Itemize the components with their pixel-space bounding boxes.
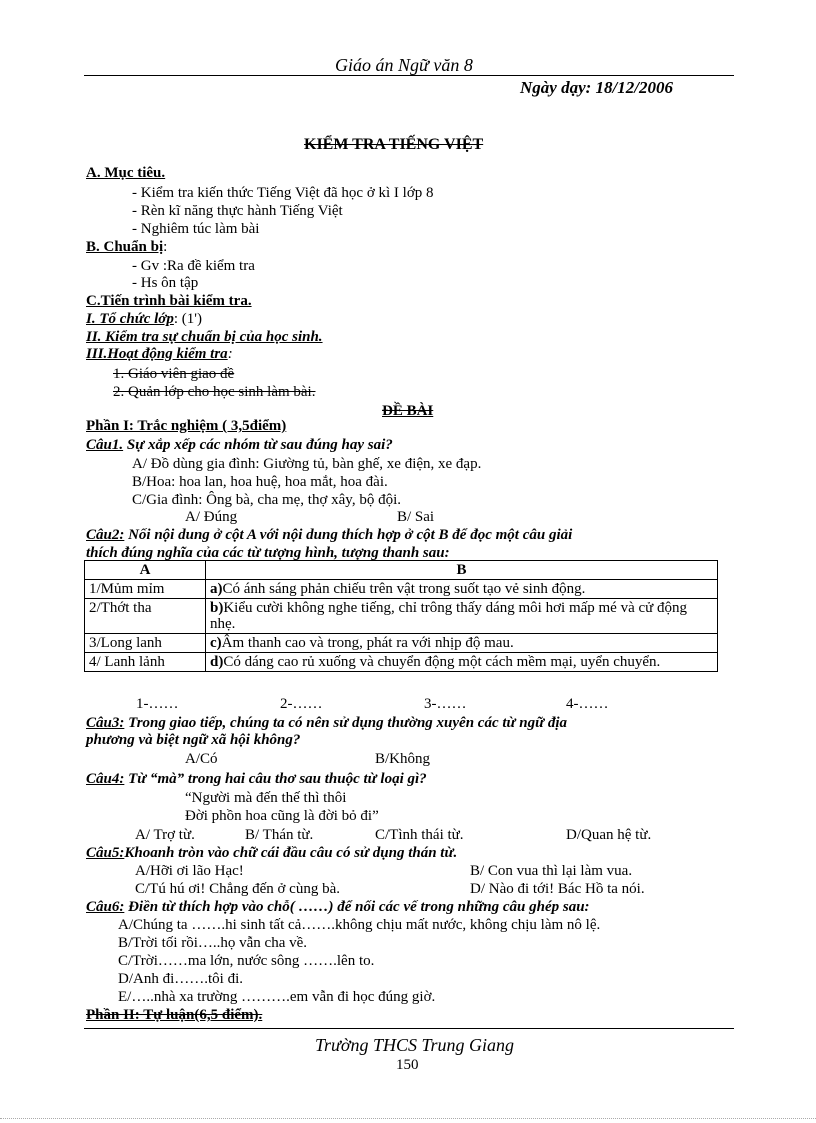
section-c-iii-heading: III.Hoạt động kiểm tra bbox=[86, 346, 228, 362]
section-a-heading: A. Mục tiêu. bbox=[86, 165, 166, 181]
section-b-heading: B. Chuẩn bị bbox=[86, 239, 164, 255]
header-rule bbox=[84, 75, 734, 76]
q5-text: Khoanh tròn vào chữ cái đầu câu có sử dụng thán từ. bbox=[124, 845, 458, 861]
q1-line: B/Hoa: hoa lan, hoa huệ, hoa mắt, hoa đài. bbox=[132, 474, 388, 490]
matching-table bbox=[84, 560, 718, 672]
row-text: Kiểu cười không nghe tiếng, chỉ trông thấy dáng môi hơi mấp mé và cử động nhẹ. bbox=[210, 600, 688, 632]
q3-text-line2: phương và biệt ngữ xã hội không? bbox=[86, 732, 301, 748]
section-c-iii-row bbox=[86, 347, 233, 362]
part1-heading: Phần I: Trắc nghiệm ( 3,5điểm) bbox=[86, 418, 287, 434]
q4-poem-line: Đời phồn hoa cũng là đời bỏ đi” bbox=[185, 808, 379, 824]
table-cell-a: 3/Long lanh bbox=[85, 634, 206, 653]
q4-option: C/Tình thái từ. bbox=[375, 827, 464, 843]
answer-slot: 3-…… bbox=[424, 696, 467, 712]
q2-text: Nối nội dung ở cột A với nội dung thích hợp ở cột B để đọc một câu giải bbox=[124, 527, 573, 543]
table-cell-b bbox=[206, 653, 718, 672]
q6-line: B/Trời tối rồi…..họ vẫn cha về. bbox=[118, 935, 308, 951]
q3-option-a: A/Có bbox=[185, 751, 218, 767]
q6-line: C/Trời……ma lớn, nước sông …….lên to. bbox=[118, 953, 375, 969]
q1-label: Câu1. bbox=[86, 437, 124, 453]
q4-option: D/Quan hệ từ. bbox=[566, 827, 652, 843]
lesson-date: Ngày dạy: 18/12/2006 bbox=[520, 78, 673, 97]
page-edge bbox=[0, 1118, 816, 1119]
answer-slot: 1-…… bbox=[136, 696, 179, 712]
table-row bbox=[85, 580, 718, 599]
question-2 bbox=[86, 528, 572, 543]
step-item: 1. Giáo viên giao đề bbox=[113, 366, 235, 382]
question-4 bbox=[86, 772, 427, 787]
row-key: d) bbox=[210, 654, 224, 670]
q2-text-line2: thích đúng nghĩa của các từ tượng hình, tượng thanh sau: bbox=[86, 545, 450, 561]
row-text: Âm thanh cao và trong, phát ra với nhịp độ mau. bbox=[221, 635, 514, 651]
q4-label: Câu4: bbox=[86, 771, 125, 787]
section-b-colon: : bbox=[163, 239, 168, 255]
row-key: b) bbox=[210, 600, 224, 616]
question-3 bbox=[86, 716, 567, 731]
question-5 bbox=[86, 846, 457, 861]
page-number: 150 bbox=[396, 1057, 419, 1073]
q6-line: A/Chúng ta …….hi sinh tất cả…….không chịu mất nước, không chịu làm nô lệ. bbox=[118, 917, 601, 933]
part2-heading: Phần II: Tự luận(6,5 điểm). bbox=[86, 1007, 263, 1023]
table-row bbox=[85, 634, 718, 653]
q4-poem-line: “Người mà đến thế thì thôi bbox=[185, 790, 347, 806]
row-text: Có ánh sáng phản chiếu trên vật trong suốt tạo vẻ sinh động. bbox=[222, 581, 586, 597]
answer-slot: 2-…… bbox=[280, 696, 323, 712]
q6-line: E/…..nhà xa trường ……….em vẫn đi học đúng giờ. bbox=[118, 989, 436, 1005]
q6-line: D/Anh đi…….tôi đi. bbox=[118, 971, 244, 987]
question-1 bbox=[86, 438, 393, 453]
q2-label: Câu2: bbox=[86, 527, 125, 543]
table-cell-b bbox=[206, 634, 718, 653]
answer-slot: 4-…… bbox=[566, 696, 609, 712]
table-cell-b bbox=[206, 580, 718, 599]
section-c-i-rest: : (1') bbox=[173, 311, 202, 327]
section-c-ii-heading: II. Kiểm tra sự chuẩn bị của học sinh. bbox=[86, 329, 323, 345]
de-bai-heading: ĐỀ BÀI bbox=[382, 403, 434, 419]
q6-label: Câu6: bbox=[86, 899, 125, 915]
section-b-item: - Gv :Ra đề kiểm tra bbox=[132, 258, 255, 274]
footer-rule bbox=[84, 1028, 734, 1029]
q4-option: A/ Trợ từ. bbox=[135, 827, 195, 843]
q3-option-b: B/Không bbox=[375, 751, 431, 767]
q1-line: A/ Đồ dùng gia đình: Giường tủ, bàn ghế, xe điện, xe đạp. bbox=[132, 456, 482, 472]
question-6 bbox=[86, 900, 590, 915]
section-c-heading: C.Tiến trình bài kiểm tra. bbox=[86, 293, 252, 309]
footer-school: Trường THCS Trung Giang bbox=[315, 1035, 514, 1055]
q1-option-b: B/ Sai bbox=[397, 509, 435, 525]
q3-label: Câu3: bbox=[86, 715, 125, 731]
section-c-iii-colon: : bbox=[227, 346, 233, 362]
column-a-header: A bbox=[85, 561, 206, 580]
q6-text: Điền từ thích hợp vào chỗ( ……) để nối các vế trong những câu ghép sau: bbox=[124, 899, 590, 915]
header-title: Giáo án Ngữ văn 8 bbox=[335, 55, 473, 75]
section-c-i-heading: I. Tổ chức lớp bbox=[86, 311, 174, 327]
row-key: c) bbox=[210, 635, 222, 651]
table-cell-a: 4/ Lanh lảnh bbox=[85, 653, 206, 672]
section-a-item: - Kiểm tra kiến thức Tiếng Việt đã học ở kì I lớp 8 bbox=[132, 185, 434, 201]
q1-line: C/Gia đình: Ông bà, cha mẹ, thợ xây, bộ đội. bbox=[132, 492, 401, 508]
q5-option: B/ Con vua thì lại làm vua. bbox=[470, 863, 633, 879]
section-a-item: - Nghiêm túc làm bài bbox=[132, 221, 260, 237]
section-c-i-row bbox=[86, 312, 202, 327]
section-b-heading-row bbox=[86, 240, 167, 255]
q5-option: A/Hỡi ơi lão Hạc! bbox=[135, 863, 244, 879]
step-item: 2. Quản lớp cho học sinh làm bài. bbox=[113, 384, 316, 400]
row-text: Có dáng cao rủ xuống và chuyển động một cách mềm mại, uyển chuyển. bbox=[223, 654, 661, 670]
table-header-row bbox=[85, 561, 718, 580]
table-row bbox=[85, 653, 718, 672]
table-cell-a: 1/Mủm mỉm bbox=[85, 580, 206, 599]
table-cell-b bbox=[206, 599, 718, 634]
q4-text: Từ “mà” trong hai câu thơ sau thuộc từ loại gì? bbox=[124, 771, 427, 787]
section-b-item: - Hs ôn tập bbox=[132, 275, 199, 291]
q5-option: C/Tú hú ơi! Chẳng đến ở cùng bà. bbox=[135, 881, 340, 897]
column-b-header: B bbox=[206, 561, 718, 580]
section-a-item: - Rèn kĩ năng thực hành Tiếng Việt bbox=[132, 203, 343, 219]
document-title: KIỂM TRA TIẾNG VIỆT bbox=[304, 136, 484, 153]
q5-label: Câu5: bbox=[86, 845, 125, 861]
q3-text: Trong giao tiếp, chúng ta có nên sử dụng thường xuyên các từ ngữ địa bbox=[124, 715, 568, 731]
q1-option-a: A/ Đúng bbox=[185, 509, 238, 525]
q1-text: Sự xắp xếp các nhóm từ sau đúng hay sai? bbox=[123, 437, 393, 453]
q5-option: D/ Nào đi tới! Bác Hồ ta nói. bbox=[470, 881, 645, 897]
row-key: a) bbox=[210, 581, 223, 597]
q4-option: B/ Thán từ. bbox=[245, 827, 314, 843]
table-row bbox=[85, 599, 718, 634]
table-cell-a: 2/Thớt tha bbox=[85, 599, 206, 634]
